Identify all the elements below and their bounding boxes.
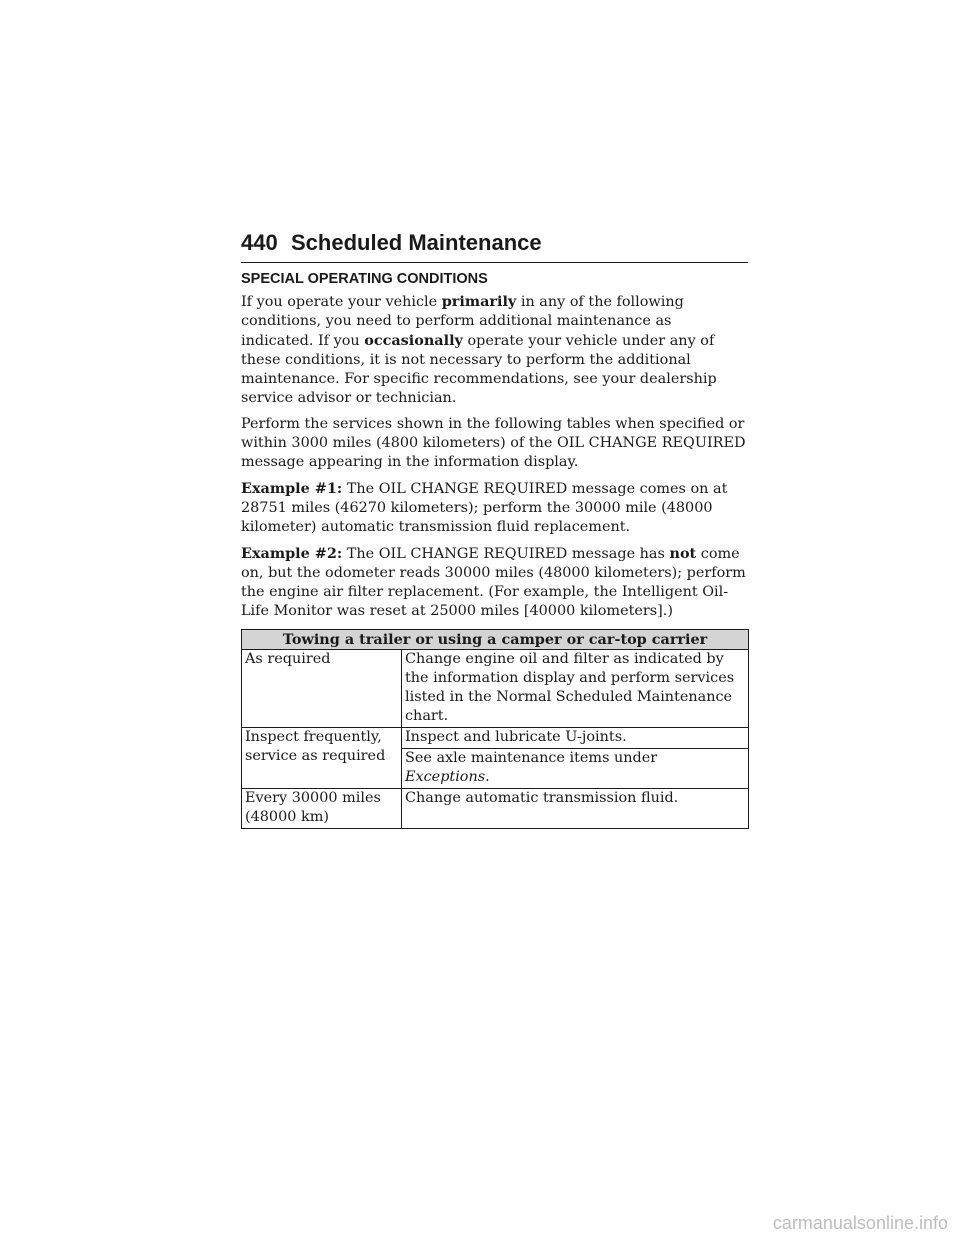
intro-text-3: operate your vehicle under any of these conditions, it is not necessary to perform the additional maintenance. For specific recommendations, see your dealership service advisor or technician.	[241, 333, 717, 406]
exceptions-reference: Exceptions	[405, 769, 486, 785]
axle-text-end: .	[485, 769, 490, 785]
table-row	[242, 650, 749, 728]
intro-text-1: If you operate your vehicle	[241, 294, 442, 310]
intro-paragraph	[241, 292, 748, 408]
table-header-row	[242, 630, 749, 650]
example-2-text-1: The OIL CHANGE REQUIRED message has	[342, 546, 670, 562]
example-2-text-2: come on, but the odometer reads 30000 miles (48000 kilometers); perform the engine air filter replacement. (For example, the Intelligent Oil-Life Monitor was reset at 25000 miles [40000 kilometers].)	[241, 546, 746, 619]
table-row	[242, 728, 749, 749]
example-1	[241, 479, 748, 537]
table-title: Towing a trailer or using a camper or car-top carrier	[242, 630, 749, 650]
action-cell	[402, 749, 749, 789]
example-1-label: Example #1:	[241, 480, 343, 497]
example-2	[241, 544, 748, 621]
example-2-label: Example #2:	[241, 545, 343, 562]
table-row	[242, 789, 749, 829]
intro-emphasis-primarily: primarily	[441, 293, 517, 310]
example-2-emphasis-not: not	[669, 545, 697, 562]
interval-cell: As required	[242, 650, 402, 728]
action-cell: Change automatic transmission fluid.	[402, 789, 749, 829]
intro-text-2: in any of the following conditions, you need to perform additional maintenance as indicated. If you	[241, 294, 684, 349]
action-cell: Change engine oil and filter as indicated by the information display and perform services listed in the Normal Scheduled Maintenance chart.	[402, 650, 749, 728]
example-1-text: The OIL CHANGE REQUIRED message comes on at 28751 miles (46270 kilometers); perform the 30000 mile (48000 kilometer) automatic transmission fluid replacement.	[241, 481, 728, 535]
maintenance-table	[241, 629, 749, 829]
section-title: Scheduled Maintenance	[291, 230, 542, 255]
services-paragraph: Perform the services shown in the following tables when specified or within 3000 miles (4800 kilometers) of the OIL CHANGE REQUIRED message appearing in the information display.	[241, 416, 746, 470]
axle-text: See axle maintenance items under	[405, 750, 658, 766]
intro-emphasis-occasionally: occasionally	[364, 332, 463, 349]
action-cell: Inspect and lubricate U-joints.	[402, 728, 749, 749]
interval-cell: Every 30000 miles (48000 km)	[242, 789, 402, 829]
subsection-heading: SPECIAL OPERATING CONDITIONS	[241, 271, 488, 287]
page-header	[241, 228, 748, 263]
page-number: 440	[241, 230, 278, 255]
interval-cell: Inspect frequently, service as required	[242, 728, 402, 789]
page-content	[241, 270, 748, 829]
watermark: carmanualsonline.info	[772, 1213, 948, 1233]
